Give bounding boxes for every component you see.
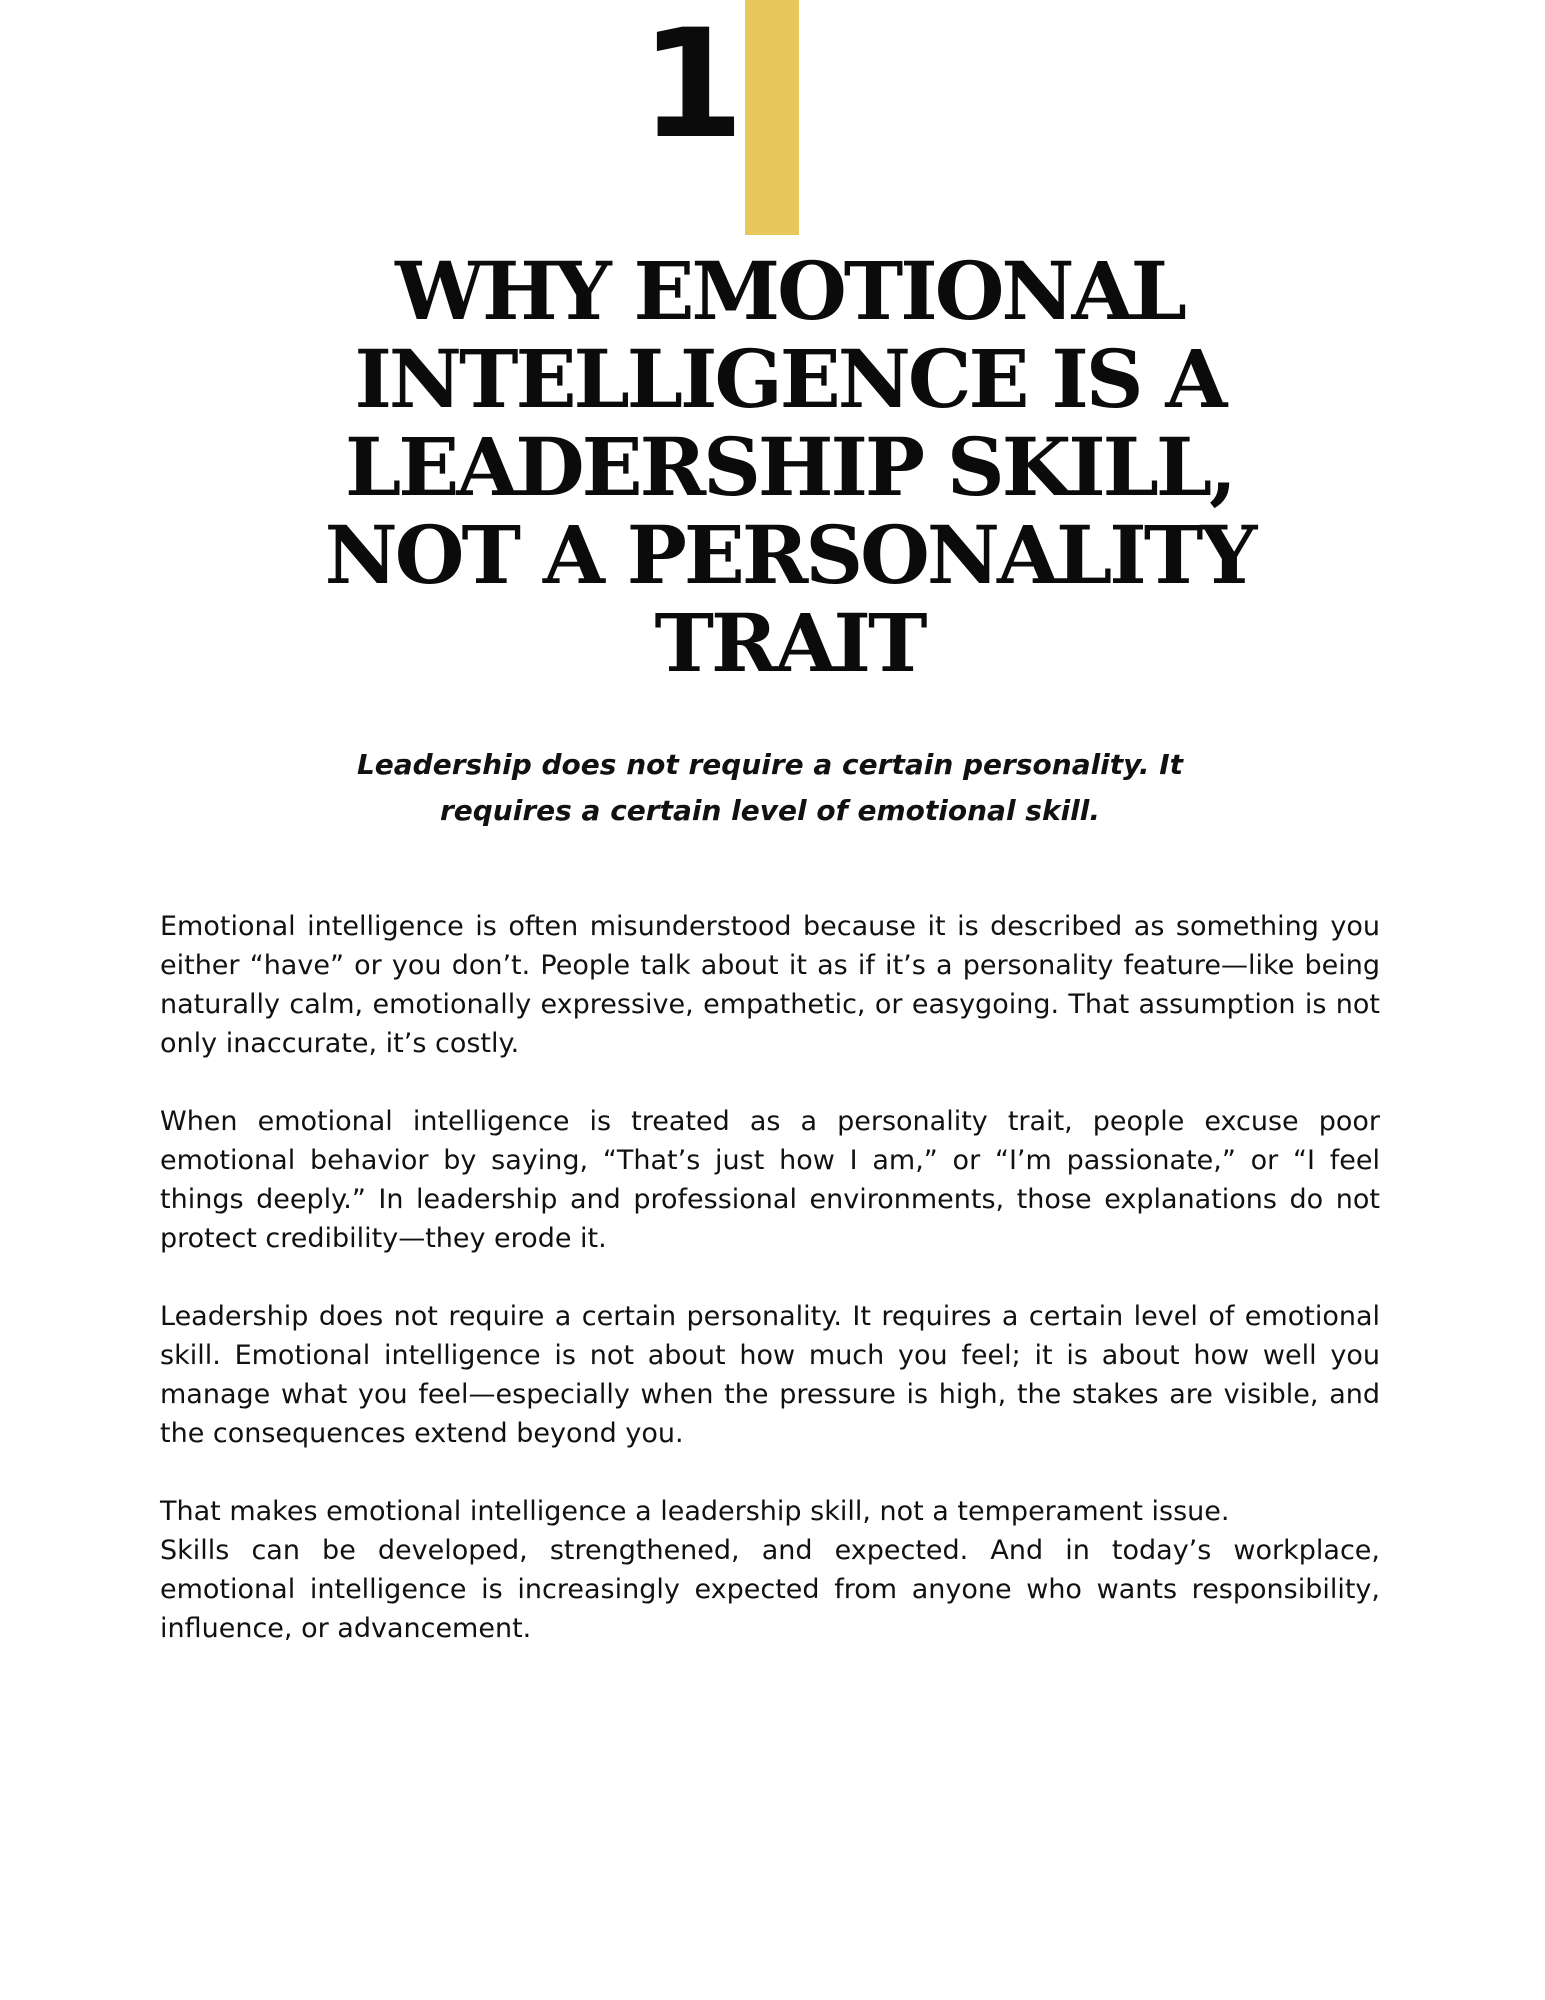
- paragraph: When emotional intelligence is treated as a personality trait, people excuse poor emotional behavior by saying, “That’s just how I am,” or “I’m passionate,” or “I feel things deeply.” In leadership and professional environments, those explanations do not protect credibility—they erode it.: [160, 1106, 1380, 1254]
- chapter-subtitle: Leadership does not require a certain personality. It requires a certain level of emotional skill.: [356, 748, 1184, 827]
- chapter-title: WHY EMOTIONAL INTELLIGENCE IS A LEADERSHIP SKILL, NOT A PERSONALITY TRAIT: [324, 244, 1255, 690]
- body-text: [160, 907, 1380, 1687]
- paragraph: Emotional intelligence is often misunderstood because it is described as something you either “have” or you don’t. People talk about it as if it’s a personality feature—like being naturally calm, emotionally expressive, empathetic, or easygoing. That assumption is not only inaccurate, it’s costly.: [160, 911, 1380, 1059]
- paragraph: Leadership does not require a certain personality. It requires a certain level of emotional skill. Emotional intelligence is not about how much you feel; it is about how well you manage what you feel—especially when the pressure is high, the stakes are visible, and the consequences extend beyond you.: [160, 1301, 1380, 1449]
- chapter-accent-bar: [745, 0, 799, 235]
- paragraph: That makes emotional intelligence a leadership skill, not a temperament issue.: [160, 1496, 1230, 1527]
- chapter-number: 1: [640, 0, 741, 172]
- paragraph: Skills can be developed, strengthened, and expected. And in today’s workplace, emotional intelligence is increasingly expected from anyone who wants responsibility, influence, or advancement.: [160, 1535, 1380, 1644]
